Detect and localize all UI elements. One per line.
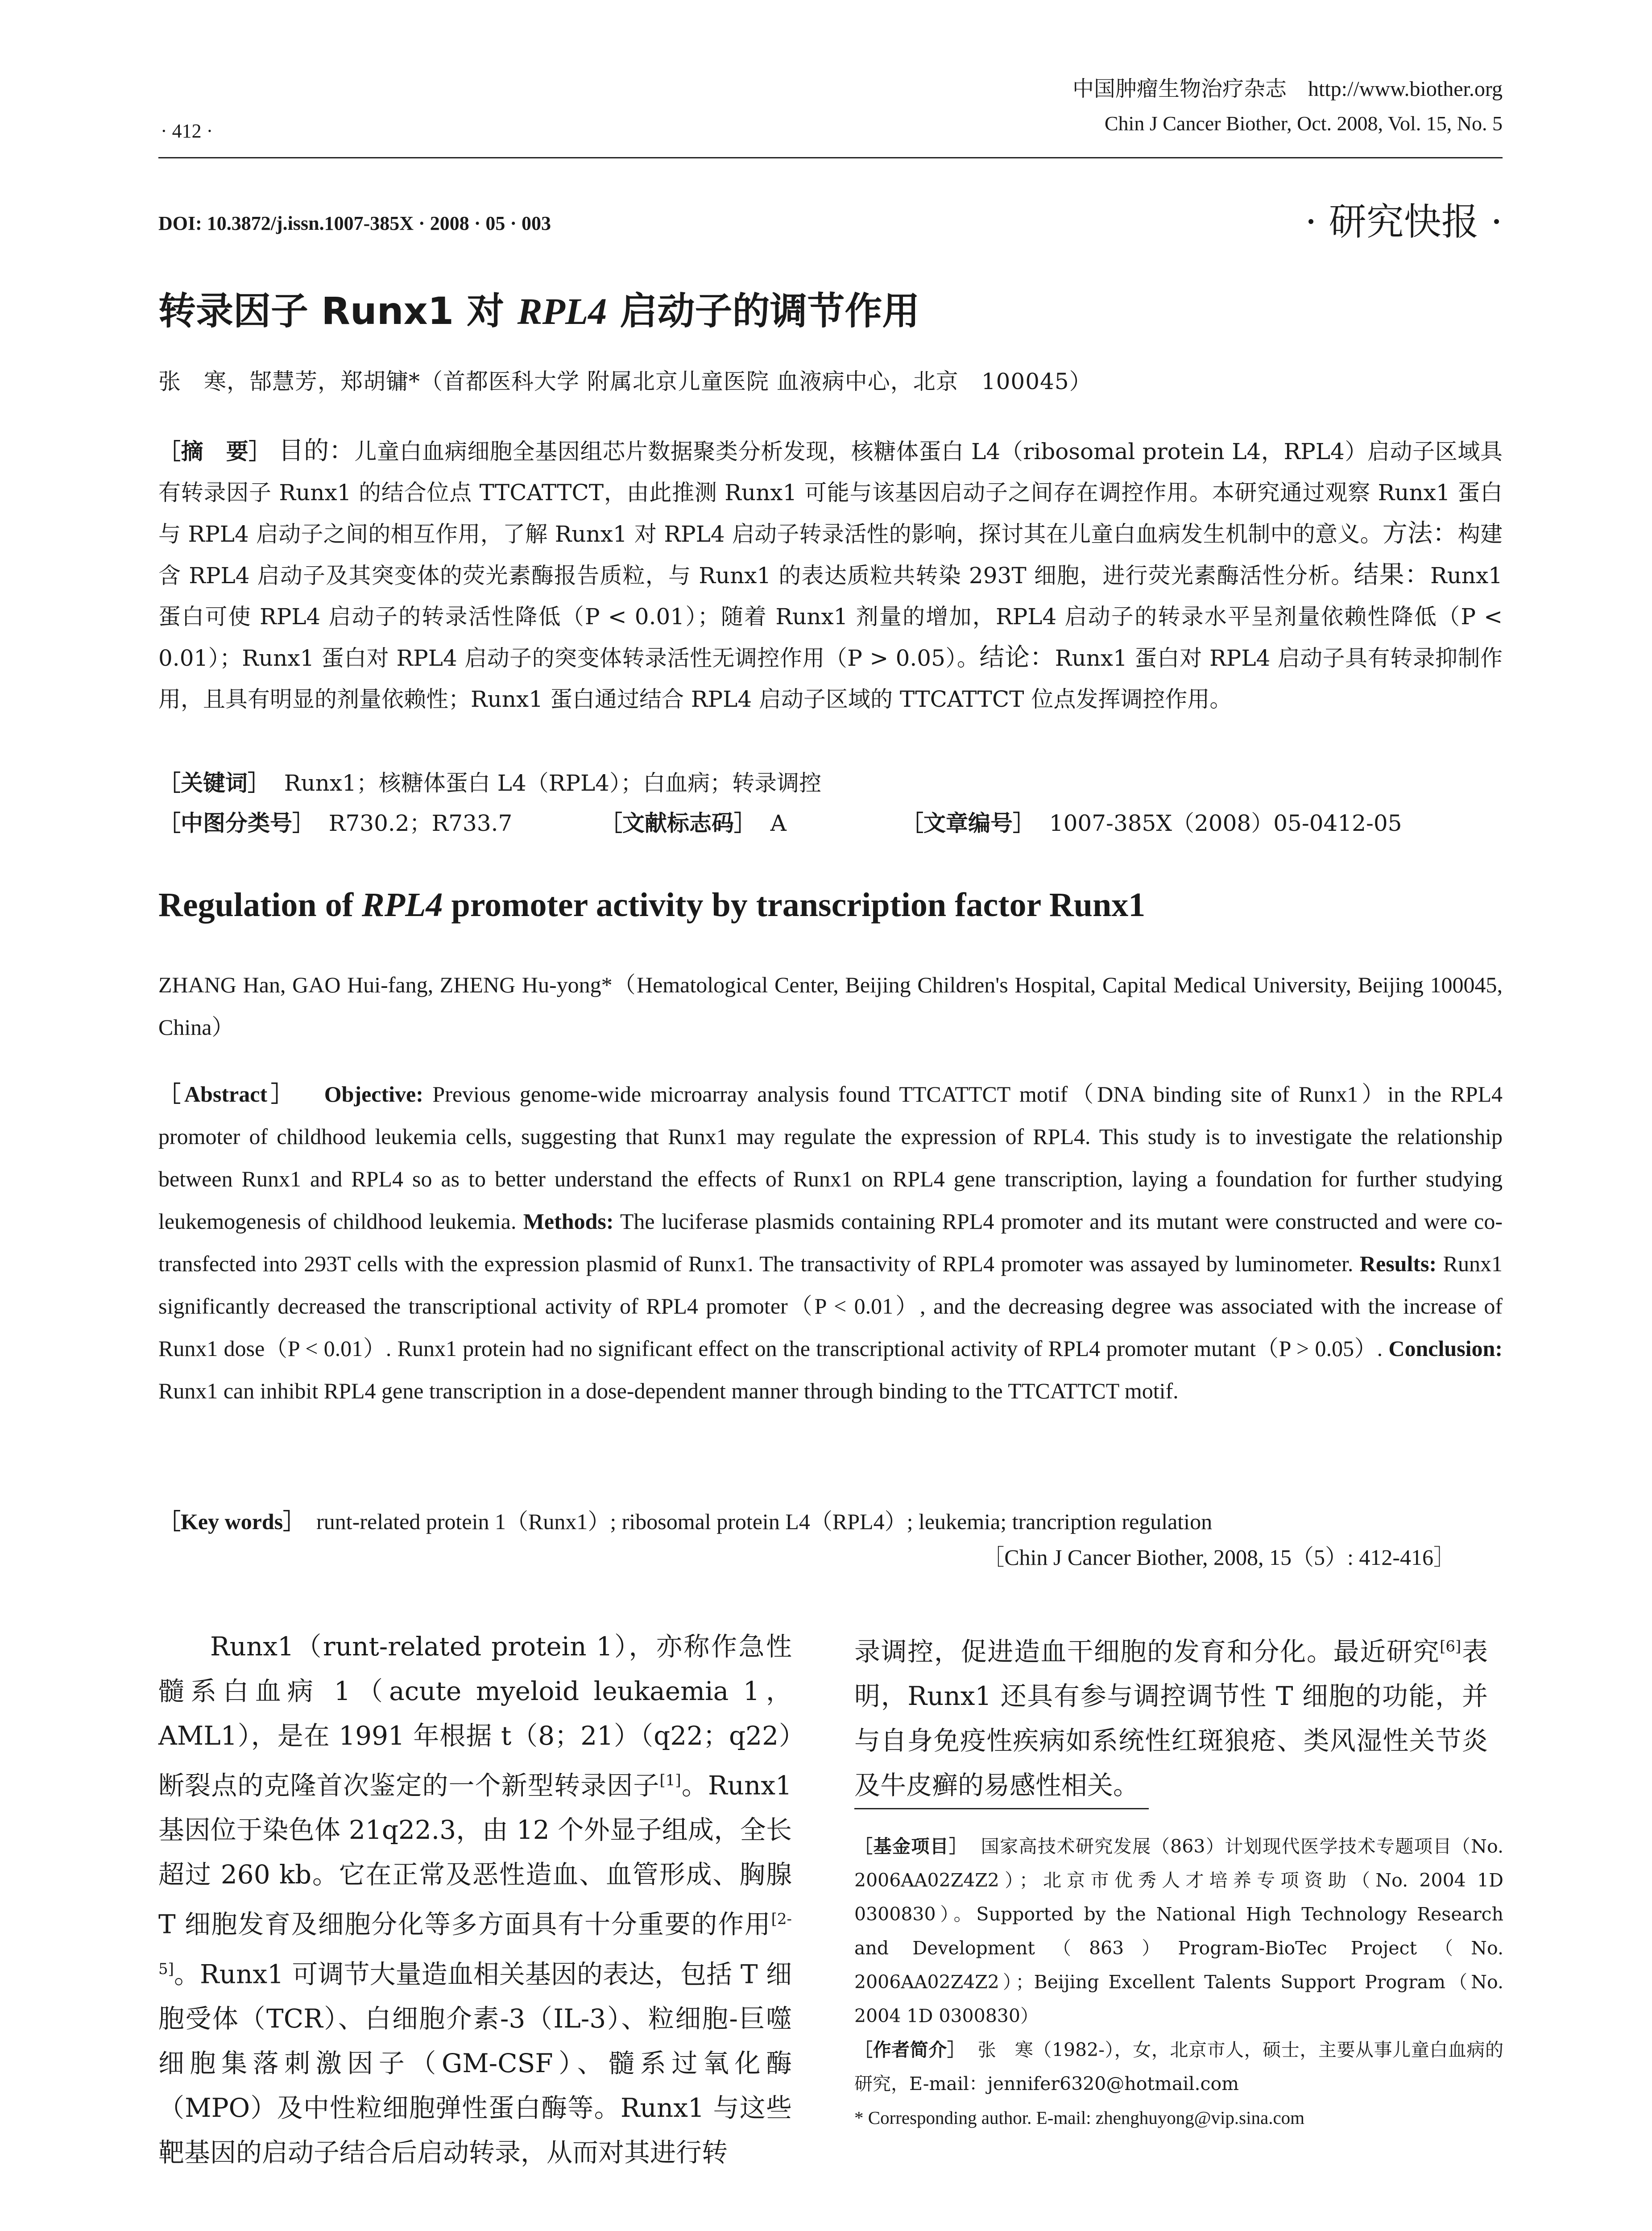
funding-text: 国家高技术研究发展（863）计划现代医学技术专题项目（No. 2006AA02Z4Z2）；北京市优秀人才培养专项资助（No. 2004 1D 0300830）。Supported by the National High Technology Research and Development（863）Program-BioTec Project（No. 2006AA02Z4Z2）；Beijing Excellent Talents Support Program（No. 2004 1D 0300830） — [854, 1836, 1504, 2027]
title-en — [158, 886, 1145, 925]
keywords-cn-label: ［关键词］ — [158, 770, 270, 796]
abstract-en-results-label: Results: — [1359, 1251, 1437, 1276]
clc-label: ［中图分类号］ — [158, 810, 315, 836]
abstract-en-objective-label: Objective: — [324, 1082, 423, 1107]
abstract-en-label: ［Abstract］ — [158, 1082, 297, 1107]
body-paragraph — [158, 1624, 792, 2175]
title-en-post: promoter activity by transcription factor Runx1 — [443, 886, 1146, 924]
page-number: · 412 · — [161, 120, 213, 142]
abstract-cn-label: ［摘 要］ — [158, 439, 272, 464]
body-text: 。Runx1 可调节大量造血相关基因的表达，包括 T 细胞受体（TCR）、白细胞介素-3（IL-3）、粒细胞-巨噬细胞集落刺激因子（GM-CSF）、髓系过氧化酶（MPO）及中性粒细胞弹性蛋白酶等。Runx1 与这些靶基因的启动子结合后启动转录，从而对其进行转 — [158, 1958, 792, 2168]
doi: DOI: 10.3872/j.issn.1007-385X · 2008 · 05 · 003 — [158, 212, 551, 234]
title-cn-pre: 转录因子 Runx1 对 — [158, 289, 518, 333]
title-cn-post: 启动子的调节作用 — [607, 289, 920, 333]
funding-note — [854, 1829, 1503, 2033]
abstract-cn-methods-label: 方法： — [1382, 519, 1458, 548]
corresponding-author-note: * Corresponding author. E-mail: zhenghuyong@vip.sina.com — [854, 2107, 1305, 2128]
abstract-cn-methods: 构建含 RPL4 启动子及其突变体的荧光素酶报告质粒，与 Runx1 的表达质粒共转染 293T 细胞，进行荧光素酶活性分析。 — [158, 521, 1503, 589]
keywords-en-text: runt-related protein 1（Runx1）; ribosomal protein L4（RPL4）; leukemia; trancription regulation — [316, 1509, 1213, 1534]
body-text: 。Runx1 基因位于染色体 21q22.3，由 12 个外显子组成，全长超过 260 kb。它在正常及恶性造血、血管形成、胸腺 T 细胞发育及细胞分化等多方面具有十分重要的作用 — [158, 1770, 792, 1940]
title-cn-gene: RPL4 — [517, 291, 607, 332]
article-number-label: ［文章编号］ — [901, 810, 1035, 836]
funding-label: ［基金项目］ — [854, 1836, 968, 1857]
abstract-en-conclusion: Runx1 can inhibit RPL4 gene transcription in a dose-dependent manner through binding to the TTCATTCT motif. — [158, 1378, 1179, 1403]
citation: ［Chin J Cancer Biother, 2008, 15（5）: 412-416］ — [982, 1545, 1456, 1570]
keywords-cn — [158, 765, 1503, 797]
abstract-cn-objective: 儿童白血病细胞全基因组芯片数据聚类分析发现，核糖体蛋白 L4（ribosomal protein L4，RPL4）启动子区域具有转录因子 Runx1 的结合位点 TTCATTCT，由此推测 Runx1 可能与该基因启动子之间存在调控作用。本研究通过观察 Runx1 蛋白与 RPL4 启动子之间的相互作用，了解 Runx1 对 RPL4 启动子转录活性的影响，探讨其在儿童白血病发生机制中的意义。 — [158, 439, 1503, 547]
clc-value: R730.2；R733.7 — [328, 810, 513, 836]
author-bio-text: 张 寒（1982-），女，北京市人，硕士，主要从事儿童白血病的研究，E-mail：jennifer6320@hotmail.com — [854, 2039, 1503, 2094]
reference-marker[interactable]: [2-5] — [158, 1910, 792, 1978]
abstract-cn-objective-label: 目的： — [278, 436, 355, 465]
abstract-cn-results: Runx1 蛋白可使 RPL4 启动子的转录活性降低（P < 0.01）；随着 Runx1 剂量的增加，RPL4 启动子的转录水平呈剂量依赖性降低（P < 0.01）；Runx1 蛋白对 RPL4 启动子的突变体转录活性无调控作用（P > 0.05）。 — [158, 563, 1503, 671]
body-text: Runx1（runt-related protein 1），亦称作急性髓系白血病 1（acute myeloid leukaemia 1，AML1），是在 1991 年根据 t（8；21）（q22；q22）断裂点的克隆首次鉴定的一个新型转录因子 — [158, 1631, 792, 1801]
author-bio-label: ［作者简介］ — [854, 2039, 966, 2061]
body-column-left — [158, 1624, 792, 2175]
footnote-divider — [854, 1808, 1149, 1809]
body-column-right — [854, 1624, 1488, 1808]
title-en-gene: RPL4 — [362, 886, 443, 924]
reference-marker[interactable]: [6] — [1440, 1638, 1462, 1655]
article-number-block — [901, 805, 1402, 838]
reference-marker[interactable]: [1] — [659, 1771, 681, 1789]
abstract-cn-conclusion: Runx1 蛋白对 RPL4 启动子具有转录抑制作用，且具有明显的剂量依赖性；Runx1 蛋白通过结合 RPL4 启动子区域的 TTCATTCT 位点发挥调控作用。 — [158, 645, 1503, 712]
abstract-en-methods: The luciferase plasmids containing RPL4 promoter and its mutant were constructed and were co-transfected into 293T cells with the expression plasmid of Runx1. The transactivity of RPL4 promoter was assayed by luminometer. — [158, 1209, 1503, 1276]
footnotes — [854, 1829, 1503, 2135]
abstract-en-methods-label: Methods: — [523, 1209, 614, 1234]
keywords-en-label: ［Key words］ — [158, 1509, 306, 1534]
body-text: 表明，Runx1 还具有参与调控调节性 T 细胞的功能，并与自身免疫性疾病如系统性红斑狼疮、类风湿性关节炎及牛皮癣的易感性相关。 — [854, 1636, 1488, 1801]
section-tag: · 研究快报 · — [1305, 200, 1503, 244]
journal-name-cn: 中国肿瘤生物治疗杂志 http://www.biother.org — [1072, 77, 1503, 101]
abstract-cn-conclusion-label: 结论： — [979, 643, 1055, 672]
abstract-en-conclusion-label: Conclusion: — [1388, 1336, 1503, 1361]
journal-citation-en: Chin J Cancer Biother, Oct. 2008, Vol. 15, No. 5 — [1104, 112, 1503, 135]
title-en-pre: Regulation of — [158, 886, 362, 924]
clc-block — [158, 805, 512, 838]
doc-code-label: ［文献标志码］ — [600, 810, 756, 836]
body-paragraph — [854, 1624, 1488, 1808]
authors-en: ZHANG Han, GAO Hui-fang, ZHENG Hu-yong*（Hematological Center, Beijing Children's Hospital, Capital Medical University, Beijing 100045, China） — [158, 972, 1503, 1040]
abstract-cn — [158, 431, 1503, 720]
header-divider — [158, 157, 1503, 158]
doc-code-block — [600, 805, 787, 838]
doc-code-value: A — [770, 810, 787, 836]
keywords-cn-text: Runx1；核糖体蛋白 L4（RPL4）；白血病；转录调控 — [284, 770, 822, 796]
abstract-en — [158, 1073, 1503, 1412]
abstract-en-objective: Previous genome-wide microarray analysis found TTCATTCT motif（DNA binding site of Runx1）in the RPL4 promoter of childhood leukemia cells, suggesting that Runx1 may regulate the expression of RPL4. This study is to investigate the relationship between Runx1 and RPL4 so as to better understand the effects of Runx1 on RPL4 gene transcription, laying a foundation for further studying leukemogenesis of childhood leukemia. — [158, 1082, 1503, 1234]
abstract-cn-results-label: 结果： — [1354, 560, 1430, 589]
body-text: 录调控，促进造血干细胞的发育和分化。最近研究 — [854, 1636, 1440, 1667]
title-cn — [158, 281, 920, 335]
author-bio-note — [854, 2033, 1503, 2101]
abstract-en-results: Runx1 significantly decreased the transcriptional activity of RPL4 promoter（P < 0.01）, and the decreasing degree was associated with the increase of Runx1 dose（P < 0.01）. Runx1 protein had no significant effect on the transcriptional activity of RPL4 promoter mutant（P > 0.05）. — [158, 1251, 1503, 1361]
authors-cn: 张 寒，郜慧芳，郑胡镛*（首都医科大学 附属北京儿童医院 血液病中心，北京 100045） — [158, 369, 1092, 394]
article-number-value: 1007-385X（2008）05-0412-05 — [1049, 810, 1402, 836]
keywords-en — [158, 1504, 1503, 1536]
